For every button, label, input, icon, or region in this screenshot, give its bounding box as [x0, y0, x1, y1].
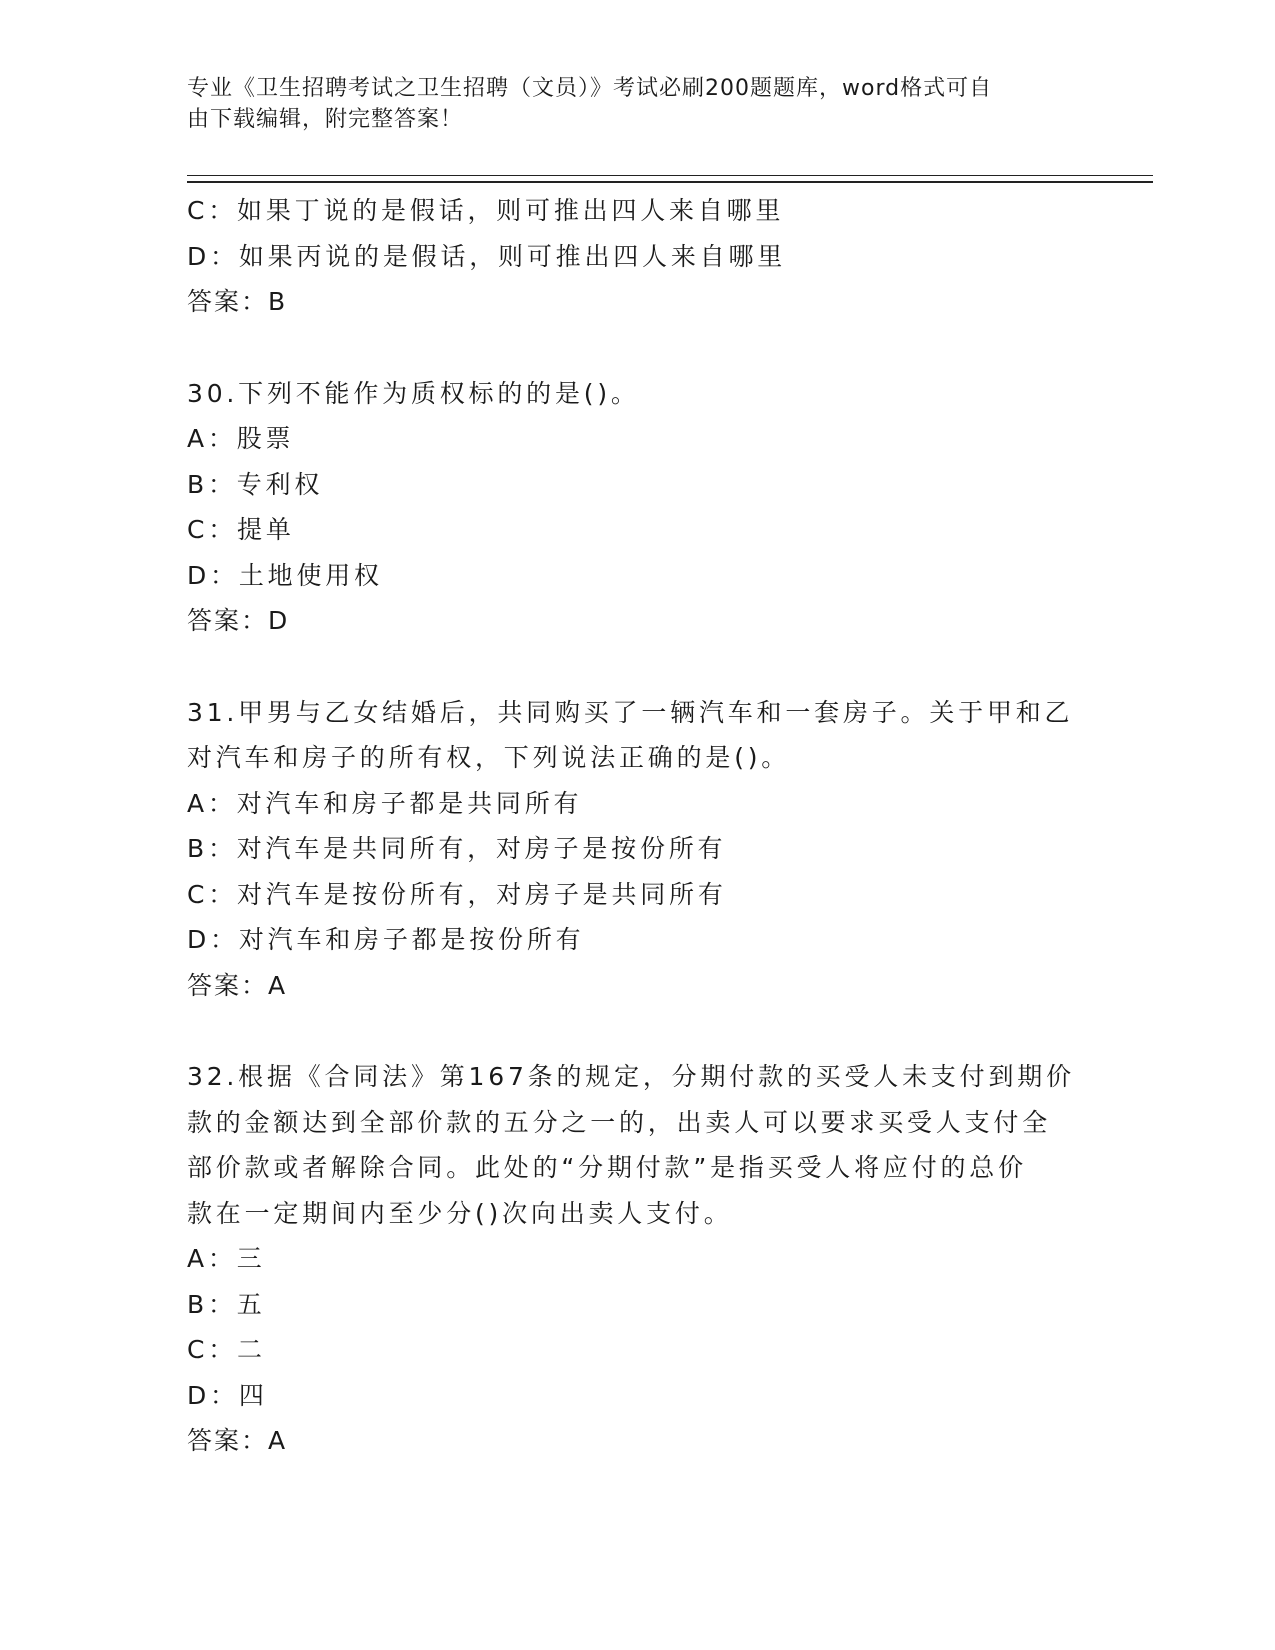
option-c: C：提单 — [187, 515, 295, 544]
header-title-line-2: 由下载编辑，附完整答案！ — [187, 107, 464, 132]
document-body — [187, 188, 1087, 1464]
header-divider-thick — [187, 181, 1153, 183]
question-stem: 32.根据《合同法》第167条的规定，分期付款的买受人未支付到期价 — [187, 1062, 1075, 1091]
answer-line: 答案：A — [187, 970, 288, 1000]
spacer — [187, 644, 1087, 690]
option-c: C：二 — [187, 1335, 266, 1364]
question-stem: 款在一定期间内至少分()次向出卖人支付。 — [187, 1198, 733, 1228]
document-header — [187, 73, 1077, 135]
option-b: B：五 — [187, 1289, 266, 1319]
question-stem: 30.下列不能作为质权标的的是()。 — [187, 378, 640, 408]
option-c: C：如果丁说的是假话，则可推出四人来自哪里 — [187, 196, 785, 225]
spacer — [187, 1008, 1087, 1054]
header-title-line-1: 专业《卫生招聘考试之卫生招聘（文员）》考试必刷200题题库，word格式可自 — [187, 76, 993, 101]
option-d: D：对汽车和房子都是按份所有 — [187, 925, 585, 954]
question-32 — [187, 1054, 1087, 1464]
answer-line: 答案：A — [187, 1426, 288, 1455]
option-c: C：对汽车是按份所有，对房子是共同所有 — [187, 879, 727, 909]
option-d: D：如果丙说的是假话，则可推出四人来自哪里 — [187, 241, 787, 271]
answer-line: 答案：D — [187, 606, 290, 635]
question-30 — [187, 371, 1087, 644]
option-a: A：三 — [187, 1244, 266, 1273]
header-divider-thin — [187, 175, 1153, 176]
question-stem: 对汽车和房子的所有权，下列说法正确的是()。 — [187, 743, 791, 772]
answer-line: 答案：B — [187, 287, 288, 316]
question-stem: 31.甲男与乙女结婚后，共同购买了一辆汽车和一套房子。关于甲和乙 — [187, 697, 1074, 727]
option-b: B：专利权 — [187, 469, 324, 499]
option-a: A：对汽车和房子都是共同所有 — [187, 788, 583, 818]
question-stem: 部价款或者解除合同。此处的“分期付款”是指买受人将应付的总价 — [187, 1153, 1027, 1182]
option-d: D：四 — [187, 1380, 268, 1410]
question-continued — [187, 188, 1087, 325]
question-31 — [187, 690, 1087, 1009]
option-b: B：对汽车是共同所有，对房子是按份所有 — [187, 834, 727, 863]
question-stem: 款的金额达到全部价款的五分之一的，出卖人可以要求买受人支付全 — [187, 1107, 1052, 1137]
option-a: A：股票 — [187, 424, 295, 453]
spacer — [187, 325, 1087, 371]
option-d: D：土地使用权 — [187, 560, 383, 590]
